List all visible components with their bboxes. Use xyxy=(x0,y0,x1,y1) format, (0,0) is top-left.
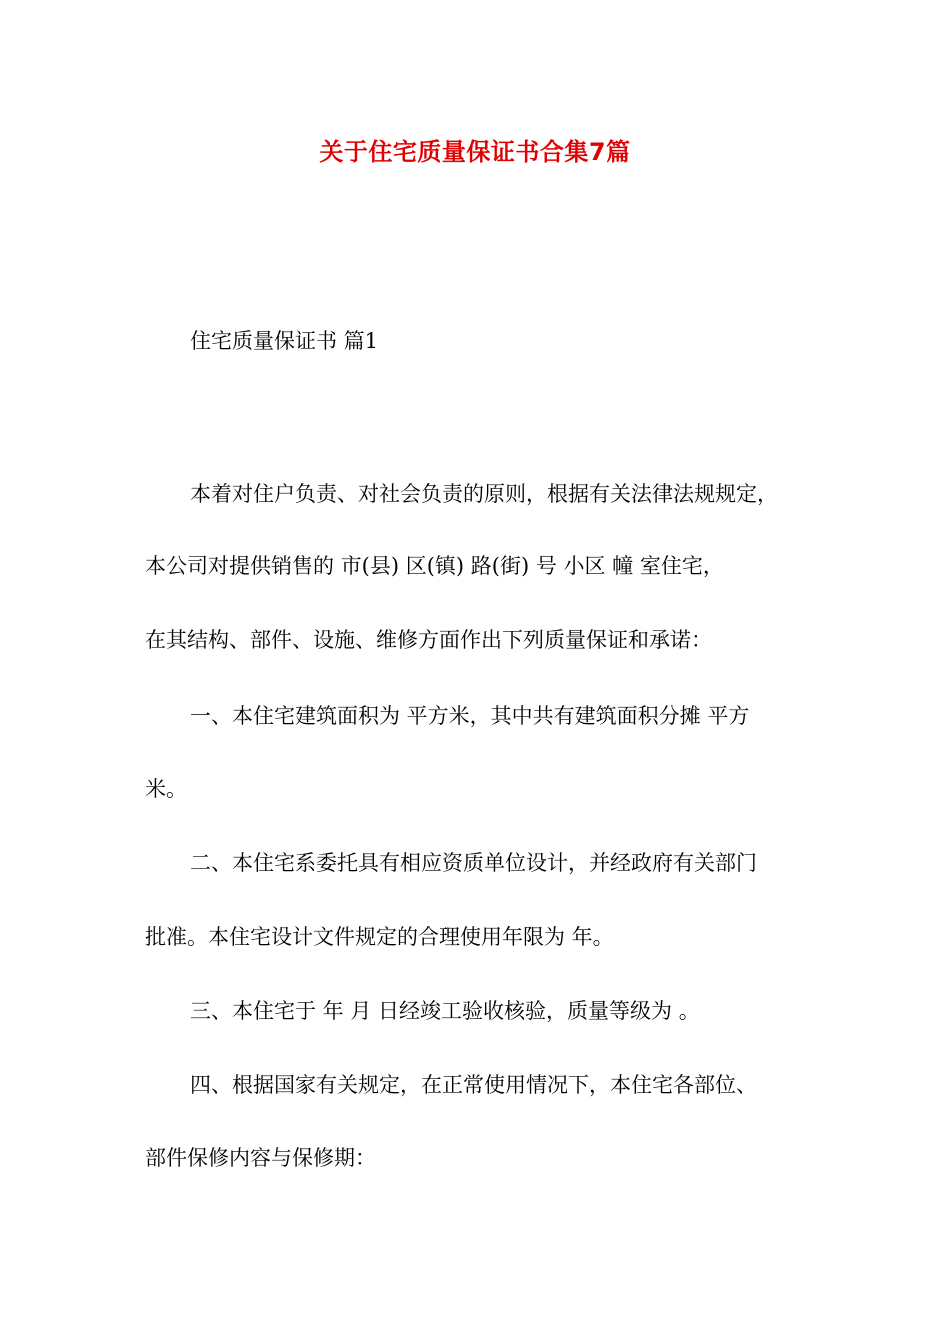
paragraph-line: 本着对住户负责、对社会负责的原则，根据有关法律法规规定， xyxy=(190,482,778,506)
paragraph-line: 米。 xyxy=(145,777,187,801)
section-heading: 住宅质量保证书 篇1 xyxy=(190,329,379,353)
document-title: 关于住宅质量保证书合集7篇 xyxy=(319,138,631,166)
paragraph-line: 四、根据国家有关规定，在正常使用情况下，本住宅各部位、 xyxy=(190,1073,757,1097)
paragraph-line: 部件保修内容与保修期： xyxy=(145,1146,376,1170)
paragraph-line: 批准。本住宅设计文件规定的合理使用年限为 年。 xyxy=(145,925,614,949)
paragraph-line: 二、本住宅系委托具有相应资质单位设计，并经政府有关部门 xyxy=(190,851,757,875)
paragraph-line: 本公司对提供销售的 市(县) 区(镇) 路(街) 号 小区 幢 室住宅， xyxy=(145,554,724,578)
paragraph-line: 在其结构、部件、设施、维修方面作出下列质量保证和承诺： xyxy=(145,628,712,652)
paragraph-line: 一、本住宅建筑面积为 平方米，其中共有建筑面积分摊 平方 xyxy=(190,704,750,728)
paragraph-line: 三、本住宅于 年 月 日经竣工验收核验，质量等级为 。 xyxy=(190,999,700,1023)
